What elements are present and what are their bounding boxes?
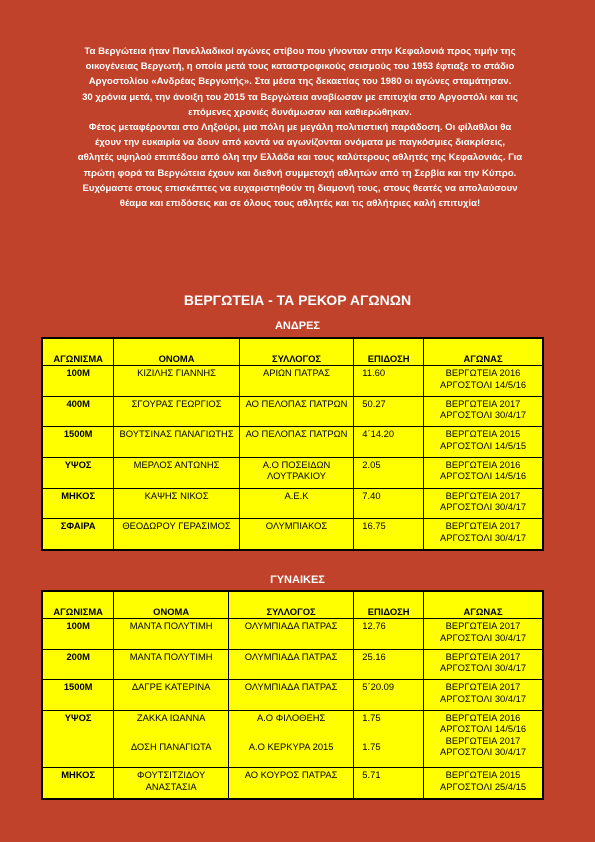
meet-cell [424, 680, 543, 711]
table-row [42, 768, 543, 799]
table-row [42, 649, 543, 680]
meet-line: ΒΕΡΓΩΤΕΙΑ 2017 [445, 734, 521, 746]
performance-line: 1.75 [362, 711, 381, 723]
header-event: ΑΓΩΝΙΣΜΑ [42, 591, 114, 619]
meet-line: ΒΕΡΓΩΤΕΙΑ 2016 [445, 711, 521, 723]
header-name: ΟΝΟΜΑ [114, 591, 229, 619]
event-cell: ΥΨΟΣ [42, 710, 114, 768]
event-cell: 1500Μ [42, 680, 114, 711]
table-row [42, 619, 543, 650]
club-cell: ΑΟ ΠΕΛΟΠΑΣ ΠΑΤΡΩΝ [239, 396, 354, 427]
table-row [42, 680, 543, 711]
event-cell: 100Μ [42, 619, 114, 650]
name-cell: ΣΓΟΥΡΑΣ ΓΕΩΡΓΙΟΣ [114, 396, 239, 427]
meet-cell [424, 427, 543, 458]
club-line: Α.Ο ΦΙΛΟΘΕΗΣ [256, 711, 326, 723]
meet-cell [424, 457, 543, 488]
performance-cell: 16.75 [354, 519, 424, 550]
meet-cell [424, 488, 543, 519]
intro-text [76, 44, 524, 211]
intro-paragraph-3: Φέτος μεταφέρονται στο Ληξούρι, μια πόλη με μεγάλη πολιτιστική παράδοση. Οι φίλαθλοι θα έχουν την ευκαιρία να δουν από κοντά να αγωνίζονται ονόματα με παγκόσμιες διακρίσεις, αθλητές υψηλού επιπέδου από όλη την Ελλάδα και τους καλύτερους αθλητές της Κεφαλονιάς. Για πρώτη φορά τα Βεργώτεια έχουν και διεθνή συμμετοχή αθλητών από τη Σερβία και την Κύπρο. [77, 122, 523, 179]
club-line: Α.Ο ΚΕΡΚΥΡΑ 2015 [248, 740, 334, 752]
header-meet: ΑΓΩΝΑΣ [424, 338, 543, 366]
performance-line: 1.75 [362, 740, 381, 752]
club-cell [228, 710, 353, 768]
name-line: ΖΑΚΚΑ ΙΩΑΝΝΑ [136, 711, 206, 723]
performance-cell: 25.16 [354, 649, 424, 680]
meet-line: ΒΕΡΓΩΤΕΙΑ 2016 [445, 458, 521, 470]
performance-cell: 11.60 [354, 366, 424, 397]
event-cell: 200Μ [42, 649, 114, 680]
name-cell: ΚΙΖΙΛΗΣ ΓΙΑΝΝΗΣ [114, 366, 239, 397]
club-cell: ΟΛΥΜΠΙΑΔΑ ΠΑΤΡΑΣ [228, 680, 353, 711]
meet-line: ΒΕΡΓΩΤΕΙΑ 2015 [445, 769, 521, 781]
meet-line: ΑΡΓΟΣΤΟΛΙ 30/4/17 [439, 746, 527, 758]
table-row [42, 488, 543, 519]
performance-cell: 5.71 [354, 768, 424, 799]
header-meet: ΑΓΩΝΑΣ [424, 591, 543, 619]
meet-line: ΒΕΡΓΩΤΕΙΑ 2017 [445, 397, 521, 409]
men-records-table [41, 337, 544, 551]
table-row [42, 457, 543, 488]
event-cell: 100Μ [42, 366, 114, 397]
club-cell: ΑΟ ΠΕΛΟΠΑΣ ΠΑΤΡΩΝ [239, 427, 354, 458]
performance-cell [354, 710, 424, 768]
table-row [42, 396, 543, 427]
meet-line: ΒΕΡΓΩΤΕΙΑ 2016 [445, 367, 521, 378]
intro-paragraph-1: Τα Βεργώτεια ήταν Πανελλαδικοί αγώνες στίβου που γίνονταν στην Κεφαλονιά προς τιμήν της οικογένειας Βεργωτή, η οποία μετά τους καταστροφικούς σεισμούς του 1953 έφτιαξε το στάδιο Αργοστολίου «Ανδρέας Βεργωτής». Στα μέσα της δεκαετίας του 1980 οι αγώνες σταμάτησαν. [84, 46, 516, 88]
women-section-title: ΓΥΝΑΙΚΕΣ [270, 574, 325, 586]
event-cell: 400Μ [42, 396, 114, 427]
table-row [42, 519, 543, 550]
meet-cell [424, 519, 543, 550]
meet-line: ΒΕΡΓΩΤΕΙΑ 2017 [445, 620, 521, 631]
meet-line: ΑΡΓΟΣΤΟΛΙ 25/4/15 [439, 780, 527, 792]
meet-line: ΑΡΓΟΣΤΟΛΙ 30/4/17 [439, 409, 527, 421]
club-cell: ΟΛΥΜΠΙΑΔΑ ΠΑΤΡΑΣ [228, 649, 353, 680]
performance-cell: 12.76 [354, 619, 424, 650]
name-cell: ΘΕΟΔΩΡΟΥ ΓΕΡΑΣΙΜΟΣ [114, 519, 239, 550]
name-cell: ΜΑΝΤΑ ΠΟΛΥΤΙΜΗ [114, 619, 229, 650]
performance-cell: 50.27 [354, 396, 424, 427]
women-records-table [41, 590, 544, 800]
event-cell: 1500Μ [42, 427, 114, 458]
meet-cell [424, 649, 543, 680]
men-section-title: ΑΝΔΡΕΣ [274, 320, 321, 332]
meet-line: ΒΕΡΓΩΤΕΙΑ 2017 [445, 520, 521, 532]
name-cell: ΔΑΓΡΕ ΚΑΤΕΡΙΝΑ [114, 680, 229, 711]
meet-line: ΑΡΓΟΣΤΟΛΙ 14/5/16 [439, 723, 527, 735]
name-cell: ΚΑΨΗΣ ΝΙΚΟΣ [114, 488, 239, 519]
event-cell: ΜΗΚΟΣ [42, 488, 114, 519]
intro-paragraph-2: 30 χρόνια μετά, την άνοιξη του 2015 τα Βεργώτεια αναβίωσαν με επιτυχία στο Αργοστόλι και τις επόμενες χρονιές δυνάμωσαν και καθιερώθηκαν. [82, 91, 518, 118]
name-line: ΔΟΣΗ ΠΑΝΑΓΙΩΤΑ [130, 740, 212, 752]
club-cell: ΑΡΙΩΝ ΠΑΤΡΑΣ [239, 366, 354, 397]
page-title: ΒΕΡΓΩΤΕΙΑ - ΤΑ ΡΕΚΟΡ ΑΓΩΝΩΝ [183, 292, 412, 308]
meet-line: ΑΡΓΟΣΤΟΛΙ 30/4/17 [439, 531, 527, 543]
header-performance: ΕΠΙΔΟΣΗ [354, 338, 424, 366]
meet-cell [424, 768, 543, 799]
table-header-row [42, 338, 543, 366]
meet-cell [424, 619, 543, 650]
table-row [42, 710, 543, 768]
performance-cell: 7.40 [354, 488, 424, 519]
header-performance: ΕΠΙΔΟΣΗ [354, 591, 424, 619]
name-cell: ΒΟΥΤΣΙΝΑΣ ΠΑΝΑΓΙΩΤΗΣ [114, 427, 239, 458]
name-cell: ΜΕΡΛΟΣ ΑΝΤΩΝΗΣ [114, 457, 239, 488]
header-club: ΣΥΛΛΟΓΟΣ [239, 338, 354, 366]
meet-line: ΒΕΡΓΩΤΕΙΑ 2017 [445, 489, 521, 501]
intro-paragraph-4: Ευχόμαστε στους επισκέπτες να ευχαριστηθούν τη διαμονή τους, στους θεατές να απολαύσουν θέαμα και επιδόσεις και σε όλους τους αθλητές και τις αθλήτριες καλή επιτυχία! [82, 182, 518, 210]
performance-cell: 5΄20.09 [354, 680, 424, 711]
meet-line: ΒΕΡΓΩΤΕΙΑ 2017 [445, 650, 521, 662]
performance-cell: 2.05 [354, 457, 424, 488]
header-name: ΟΝΟΜΑ [114, 338, 239, 366]
meet-cell [424, 710, 543, 768]
table-header-row [42, 591, 543, 619]
event-cell: ΜΗΚΟΣ [42, 768, 114, 799]
club-cell: Α.Ο ΠΟΣΕΙΔΩΝ ΛΟΥΤΡΑΚΙΟΥ [239, 457, 354, 488]
club-cell: Α.Ε.Κ [239, 488, 354, 519]
name-cell: ΜΑΝΤΑ ΠΟΛΥΤΙΜΗ [114, 649, 229, 680]
table-row [42, 366, 543, 397]
meet-line: ΑΡΓΟΣΤΟΛΙ 14/5/16 [439, 470, 527, 482]
club-cell: ΑΟ ΚΟΥΡΟΣ ΠΑΤΡΑΣ [228, 768, 353, 799]
meet-line: ΑΡΓΟΣΤΟΛΙ 30/4/17 [439, 662, 527, 674]
meet-cell [424, 396, 543, 427]
header-event: ΑΓΩΝΙΣΜΑ [42, 338, 114, 366]
event-cell: ΥΨΟΣ [42, 457, 114, 488]
event-cell: ΣΦΑΙΡΑ [42, 519, 114, 550]
meet-line: ΒΕΡΓΩΤΕΙΑ 2015 [445, 428, 521, 440]
table-row [42, 427, 543, 458]
meet-cell [424, 366, 543, 397]
header-club: ΣΥΛΛΟΓΟΣ [228, 591, 353, 619]
club-cell: ΟΛΥΜΠΙΑΔΑ ΠΑΤΡΑΣ [228, 619, 353, 650]
club-cell: ΟΛΥΜΠΙΑΚΟΣ [239, 519, 354, 550]
meet-line: ΒΕΡΓΩΤΕΙΑ 2017 [445, 681, 521, 693]
performance-cell: 4΄14.20 [354, 427, 424, 458]
meet-line: ΑΡΓΟΣΤΟΛΙ 14/5/16 [439, 378, 527, 390]
meet-line: ΑΡΓΟΣΤΟΛΙ 30/4/17 [439, 692, 527, 704]
meet-line: ΑΡΓΟΣΤΟΛΙ 30/4/17 [439, 501, 527, 513]
name-cell [114, 710, 229, 768]
name-cell: ΦΟΥΤΣΙΤΖΙΔΟΥ ΑΝΑΣΤΑΣΙΑ [114, 768, 229, 799]
meet-line: ΑΡΓΟΣΤΟΛΙ 14/5/15 [439, 439, 527, 451]
meet-line: ΑΡΓΟΣΤΟΛΙ 30/4/17 [439, 631, 527, 643]
